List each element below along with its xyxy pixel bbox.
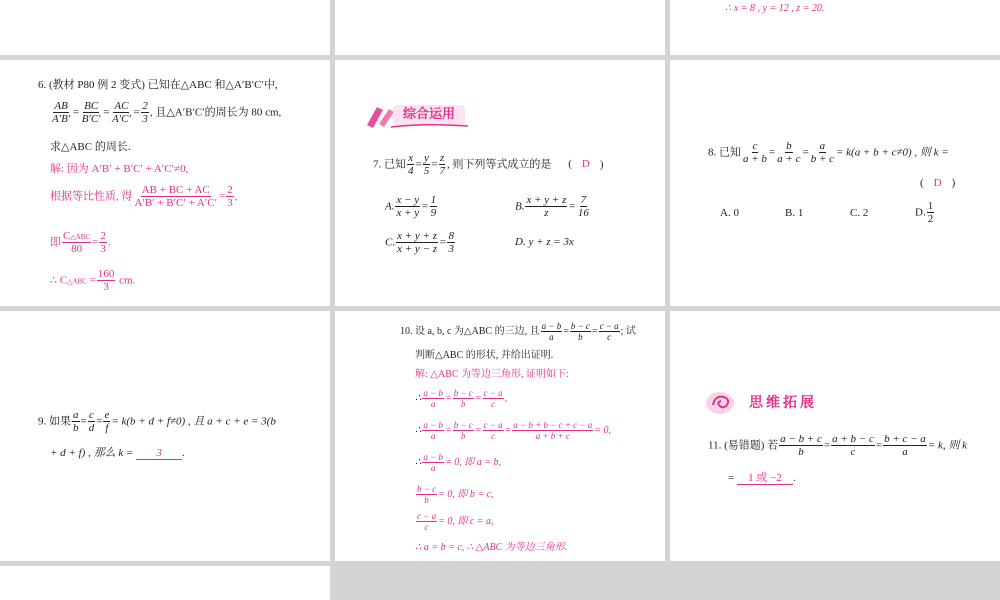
q10-solution-6: $\frac{c - a}{c}$ = 0, 即 c = a, <box>417 511 494 533</box>
swirl-icon <box>705 390 741 416</box>
q6-solution-4: ∴ C△ABC = $\frac{160}{3}$ cm. <box>50 268 136 294</box>
q10-solution-7: ∴ a = b = c, ∴ △ABC 为等边三角形. <box>415 542 568 553</box>
q7-option-b: B. $\frac{x + y + z}{z}$ = $\frac{7}{16}$ <box>515 194 589 220</box>
q8-stem: 8. 已知 $\frac{c}{a + b}$ = $\frac{b}{a + c}$ = $\frac{a}{b + c}$ = k(a + b + c≠0) , 则 k = <box>708 140 949 166</box>
panel-top-right <box>670 0 1000 55</box>
q9-stem: 9. 如果 $\frac{a}{b}$ = $\frac{c}{d}$ = $\frac{e}{f}$ = k(b + d + f≠0) , 且 a + c + e = 3(b <box>38 409 276 435</box>
q7-answer: D <box>581 158 590 171</box>
q10-stem: 10. 设 a, b, c 为△ABC 的三边, 且 $\frac{a - b}{a}$ = $\frac{b - c}{b}$ = $\frac{c - a}{c}$ ; 试 <box>400 321 636 343</box>
panel-question-6 <box>0 60 330 306</box>
q10-solution-5: $\frac{b - c}{b}$ = 0, 即 b = c, <box>417 484 494 506</box>
q6-solution-2: 根据等比性质, 得 $\frac{AB + BC + AC}{A'B' + B'C' + A'C'}$ = $\frac{2}{3}$ , <box>50 184 238 210</box>
q7-option-d: D. y + z = 3x <box>515 236 574 248</box>
q6-solution-1: 解: 因为 A′B′ + B′C′ + A′C′≠0, <box>50 163 189 175</box>
panel-top-left <box>0 0 330 55</box>
q8-option-b: B. 1 <box>785 207 804 219</box>
q11-line2: = 1 或 −2 . <box>728 472 796 484</box>
q8-option-a: A. 0 <box>720 207 739 219</box>
q6-line3: 求△ABC 的周长. <box>50 141 131 153</box>
q7-option-a: A. $\frac{x - y}{x + y}$ = $\frac{1}{9}$ <box>385 194 437 220</box>
q7-stem: 7. 已知 $\frac{x}{4}$ = $\frac{y}{5}$ = $\frac{z}{7}$ , 则下列等式成立的是 ( D ) <box>373 152 604 178</box>
q8-option-c: C. 2 <box>850 207 869 219</box>
panel-question-7 <box>335 60 665 306</box>
panel-question-11 <box>670 311 1000 561</box>
q10-solution-4: ∴ $\frac{a - b}{a}$ = 0, 即 a = b, <box>415 452 501 474</box>
q8-option-d: D. $\frac{1}{2}$ <box>915 200 934 226</box>
q9-line2: + d + f) , 那么 k = 3 . <box>50 447 185 459</box>
panel-question-9 <box>0 311 330 561</box>
q10-line2: 判断△ABC 的形状, 并给出证明. <box>415 350 554 361</box>
panel-bottom-left <box>0 566 330 600</box>
q6-line1: 6. (教材 P80 例 2 变式) 已知在△ABC 和△A′B′C′中, <box>38 79 278 91</box>
q11-answer-blank: 1 或 −2 <box>737 473 793 485</box>
q8-answer-bracket: ( D ) <box>920 177 956 189</box>
section-header-thinking: 思维拓展 <box>705 396 773 410</box>
section-header-comprehensive: 综合运用 <box>373 110 425 123</box>
panel-question-8 <box>670 60 1000 306</box>
panel-top-middle <box>335 0 665 55</box>
q9-answer-blank: 3 <box>136 448 182 460</box>
q10-solution-1: 解: △ABC 为等边三角形, 证明如下: <box>415 369 569 380</box>
q6-ratio-line: $\frac{AB}{A'B'}$ = $\frac{BC}{B'C'}$ = $\frac{AC}{A'C'}$ = $\frac{2}{3}$ , 且△A′B′C′的周长为 80 cm, <box>52 100 282 126</box>
panel-question-10 <box>335 311 665 561</box>
q10-solution-3: ∴ $\frac{a - b}{a}$ = $\frac{b - c}{b}$ = $\frac{c - a}{c}$ = $\frac{a - b + b - c + c - a}{a + b + c}$ = 0, <box>415 420 611 442</box>
q7-option-c: C. $\frac{x + y + z}{x + y - z}$ = $\frac{8}{3}$ <box>385 230 454 256</box>
q11-stem: 11. (易错题) 若 $\frac{a - b + c}{b}$ = $\frac{a + b - c}{c}$ = $\frac{b + c - a}{a}$ = k, 则 k <box>708 433 967 459</box>
previous-answer: ∴ x = 8 , y = 12 , z = 20. <box>725 3 825 14</box>
q8-answer: D <box>933 177 942 189</box>
q6-solution-3: 即 C△ABC 80 = $\frac{2}{3}$ . <box>50 230 111 256</box>
q10-solution-2: ∴ $\frac{a - b}{a}$ = $\frac{b - c}{b}$ = $\frac{c - a}{c}$ , <box>415 388 508 410</box>
